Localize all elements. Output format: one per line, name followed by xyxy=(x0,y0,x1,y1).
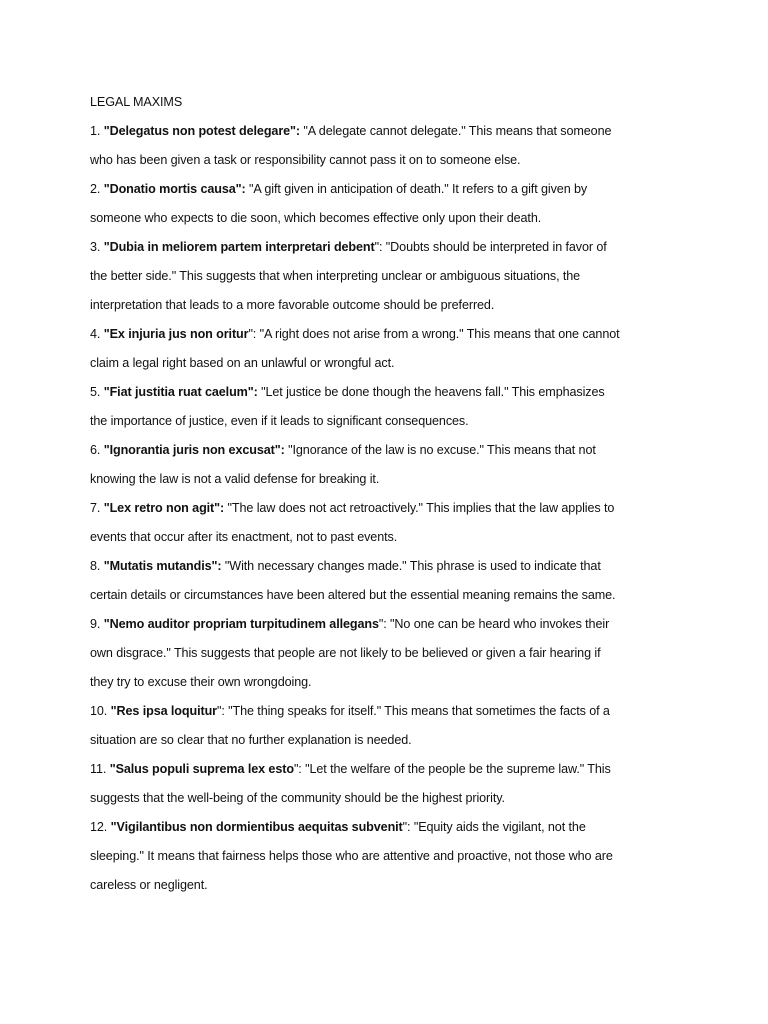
maxim-open-quote: " xyxy=(103,501,110,515)
maxim-explanation: "Ignorance of the law is no excuse." This means that not knowing the law is not a valid defense for breaking it. xyxy=(90,443,596,486)
maxim-item xyxy=(90,610,620,697)
maxim-explanation: ": "Equity aids the vigilant, not the sleeping." It means that fairness helps those who are attentive and proactive, not those who are careless or negligent. xyxy=(90,820,613,892)
maxim-number: 4. xyxy=(90,327,101,341)
maxim-item xyxy=(90,697,620,755)
maxim-term: Dubia in meliorem partem interpretari debent xyxy=(109,240,375,254)
maxim-item xyxy=(90,117,620,175)
maxim-open-quote: " xyxy=(110,820,117,834)
maxim-open-quote: " xyxy=(109,762,116,776)
maxim-open-quote: " xyxy=(103,443,110,457)
maxim-item xyxy=(90,552,620,610)
maxim-term: Donatio mortis causa": xyxy=(109,182,246,196)
maxim-number: 10. xyxy=(90,704,108,718)
maxim-item xyxy=(90,320,620,378)
maxim-explanation: "With necessary changes made." This phrase is used to indicate that certain details or circumstances have been altered but the essential meaning remains the same. xyxy=(90,559,616,602)
maxim-item xyxy=(90,378,620,436)
maxim-explanation: "A delegate cannot delegate." This means that someone who has been given a task or responsibility cannot pass it on to someone else. xyxy=(90,124,612,167)
maxim-term: Ex injuria jus non oritur xyxy=(109,327,249,341)
maxim-number: 1. xyxy=(90,124,101,138)
maxim-open-quote: " xyxy=(103,240,110,254)
maxim-number: 2. xyxy=(90,182,101,196)
document-body xyxy=(90,88,620,900)
maxim-explanation: "Let justice be done though the heavens fall." This emphasizes the importance of justice, even if it leads to significant consequences. xyxy=(90,385,605,428)
maxim-term: Ignorantia juris non excusat": xyxy=(109,443,285,457)
maxim-open-quote: " xyxy=(110,704,117,718)
maxim-open-quote: " xyxy=(103,559,110,573)
maxim-explanation: ": "A right does not arise from a wrong." This means that one cannot claim a legal right based on an unlawful or wrongful act. xyxy=(90,327,620,370)
maxim-number: 12. xyxy=(90,820,108,834)
document-title: LEGAL MAXIMS xyxy=(90,95,183,109)
maxim-number: 6. xyxy=(90,443,101,457)
maxim-term: Delegatus non potest delegare": xyxy=(109,124,301,138)
maxim-open-quote: " xyxy=(103,124,110,138)
maxim-number: 8. xyxy=(90,559,101,573)
maxim-open-quote: " xyxy=(103,327,110,341)
maxim-term: Vigilantibus non dormientibus aequitas subvenit xyxy=(116,820,403,834)
maxim-explanation: ": "No one can be heard who invokes their own disgrace." This suggests that people are not likely to be believed or given a fair hearing if they try to excuse their own wrongdoing. xyxy=(90,617,610,689)
maxim-item xyxy=(90,494,620,552)
maxim-open-quote: " xyxy=(103,617,110,631)
maxim-term: Mutatis mutandis": xyxy=(109,559,222,573)
maxim-term: Fiat justitia ruat caelum": xyxy=(109,385,258,399)
maxim-term: Lex retro non agit": xyxy=(109,501,225,515)
maxim-explanation: ": "Doubts should be interpreted in favor of the better side." This suggests that when interpreting unclear or ambiguous situations, the interpretation that leads to a more favorable outcome should be preferred. xyxy=(90,240,607,312)
maxim-item xyxy=(90,755,620,813)
maxim-open-quote: " xyxy=(103,182,110,196)
maxim-explanation: ": "Let the welfare of the people be the supreme law." This suggests that the well-being of the community should be the highest priority. xyxy=(90,762,611,805)
maxim-term: Salus populi suprema lex esto xyxy=(115,762,294,776)
maxim-item xyxy=(90,813,620,900)
maxim-term: Nemo auditor propriam turpitudinem allegans xyxy=(109,617,379,631)
maxim-explanation: ": "The thing speaks for itself." This means that sometimes the facts of a situation are so clear that no further explanation is needed. xyxy=(90,704,610,747)
maxim-term: Res ipsa loquitur xyxy=(116,704,217,718)
maxim-explanation: "The law does not act retroactively." This implies that the law applies to events that occur after its enactment, not to past events. xyxy=(90,501,615,544)
maxim-list xyxy=(90,117,620,900)
maxim-number: 9. xyxy=(90,617,101,631)
maxim-number: 3. xyxy=(90,240,101,254)
maxim-open-quote: " xyxy=(103,385,110,399)
maxim-number: 7. xyxy=(90,501,101,515)
maxim-number: 5. xyxy=(90,385,101,399)
maxim-number: 11. xyxy=(90,762,107,776)
maxim-explanation: "A gift given in anticipation of death." It refers to a gift given by someone who expects to die soon, which becomes effective only upon their death. xyxy=(90,182,588,225)
maxim-item xyxy=(90,175,620,233)
maxim-item xyxy=(90,233,620,320)
maxim-item xyxy=(90,436,620,494)
